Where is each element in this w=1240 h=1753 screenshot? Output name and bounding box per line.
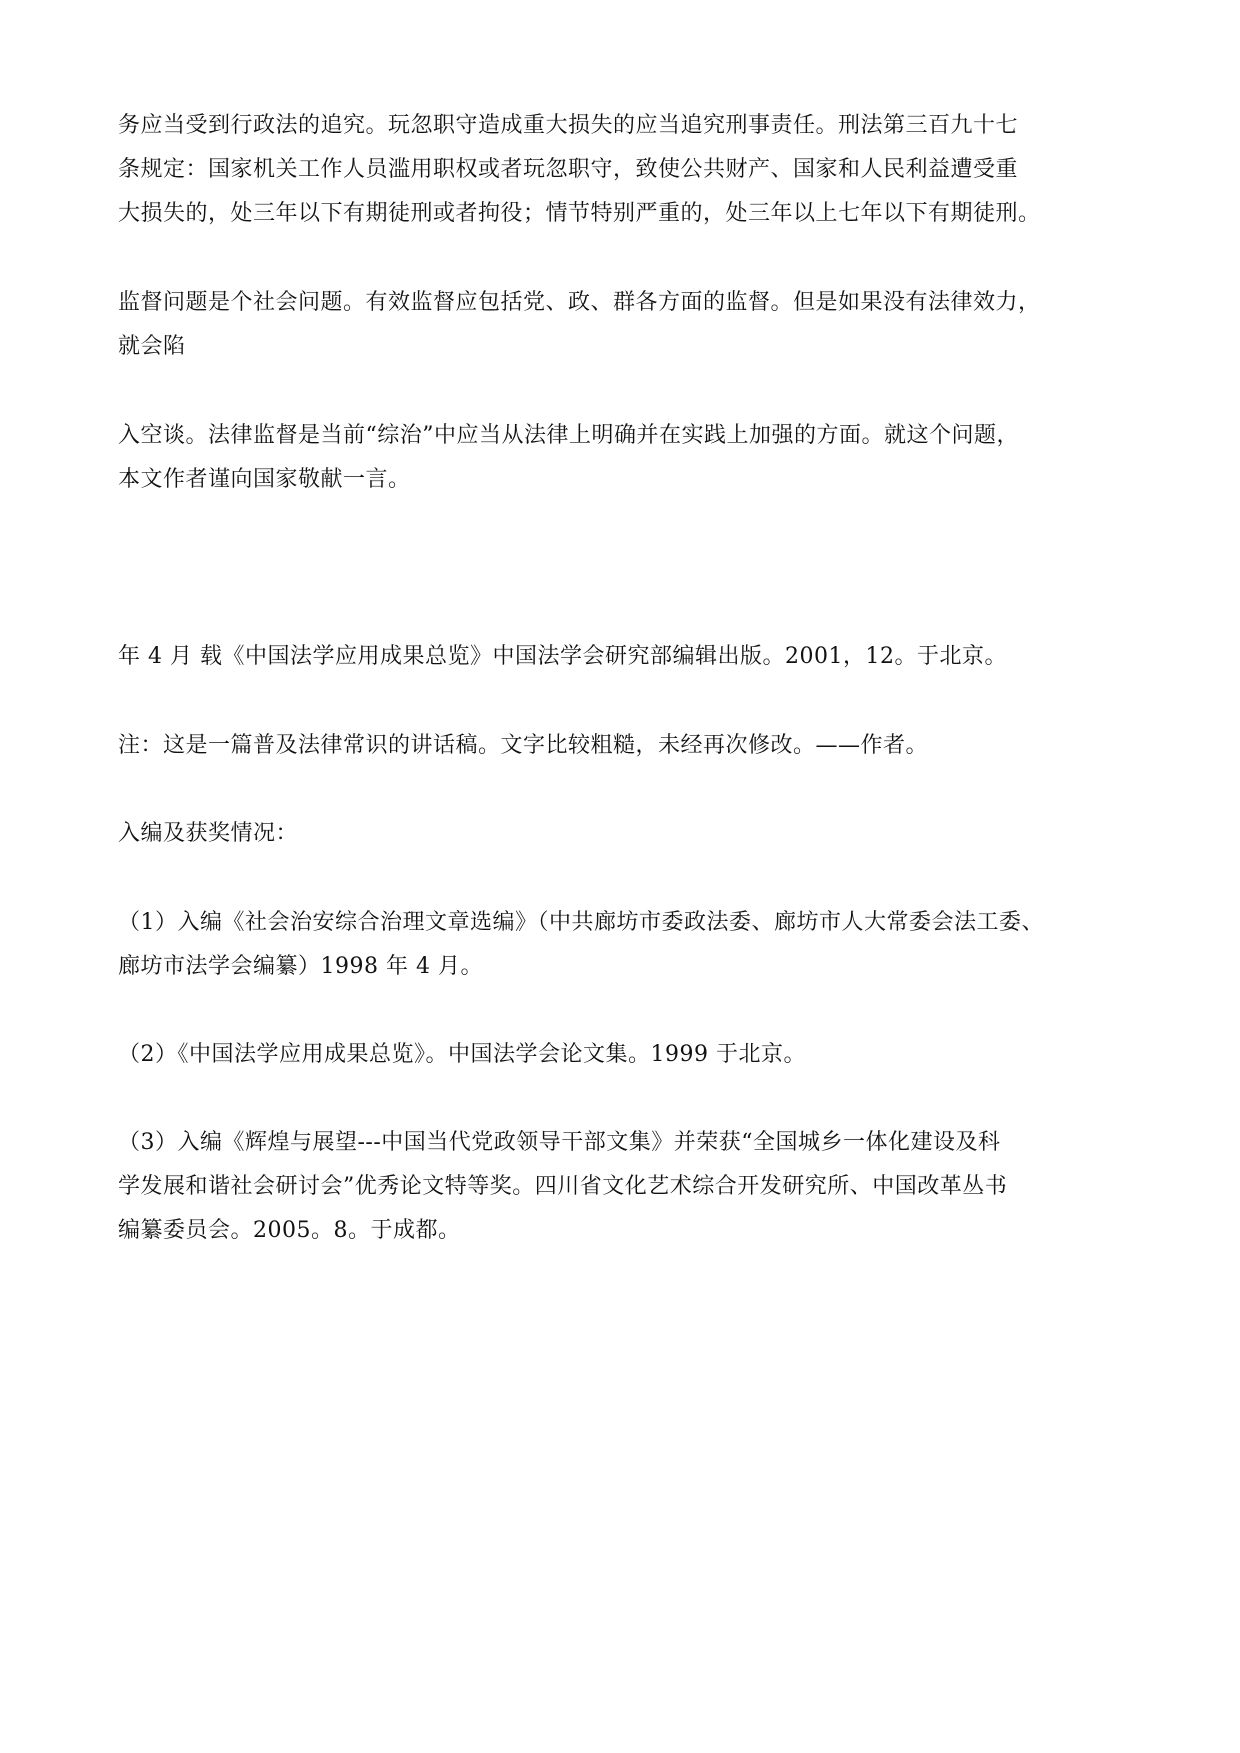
- para3-line-1: 入空谈。法律监督是当前“综治”中应当从法律上明确并在实践上加强的方面。就这个问题，: [118, 423, 1019, 448]
- para1-line-2: 条规定：国家机关工作人员滥用职权或者玩忽职守，致使公共财产、国家和人民利益遭受重: [118, 157, 1019, 182]
- para1-line-3: 大损失的，处三年以下有期徒刑或者拘役；情节特别严重的，处三年以上七年以下有期徒刑。: [118, 201, 1041, 226]
- para3-line-2: 本文作者谨向国家敬献一言。: [118, 467, 411, 492]
- award2-line-1: （2）《中国法学应用成果总览》。中国法学会论文集。1999 于北京。: [118, 1042, 806, 1067]
- award1-line-1: （1）入编《社会治安综合治理文章选编》（中共廊坊市委政法委、廊坊市人大常委会法工委、: [118, 910, 1045, 935]
- publication-line: 年 4 月 载《中国法学应用成果总览》中国法学会研究部编辑出版。2001，12。于北京。: [118, 644, 1007, 669]
- award3-line-3: 编纂委员会。2005。8。于成都。: [118, 1218, 461, 1243]
- award1-line-2: 廊坊市法学会编纂）1998 年 4 月。: [118, 954, 483, 979]
- award3-line-1: （3）入编《辉煌与展望---中国当代党政领导干部文集》并荣获“全国城乡一体化建设及科: [118, 1130, 1001, 1155]
- para2-line-2: 就会陷: [118, 334, 186, 359]
- para1-line-1: 务应当受到行政法的追究。玩忽职守造成重大损失的应当追究刑事责任。刑法第三百九十七: [118, 113, 1019, 138]
- award3-line-2: 学发展和谐社会研讨会”优秀论文特等奖。四川省文化艺术综合开发研究所、中国改革丛书: [118, 1174, 1008, 1199]
- awards-heading: 入编及获奖情况：: [118, 821, 299, 846]
- author-note: 注：这是一篇普及法律常识的讲话稿。文字比较粗糙，未经再次修改。——作者。: [118, 733, 929, 758]
- para2-line-1: 监督问题是个社会问题。有效监督应包括党、政、群各方面的监督。但是如果没有法律效力，: [118, 290, 1041, 315]
